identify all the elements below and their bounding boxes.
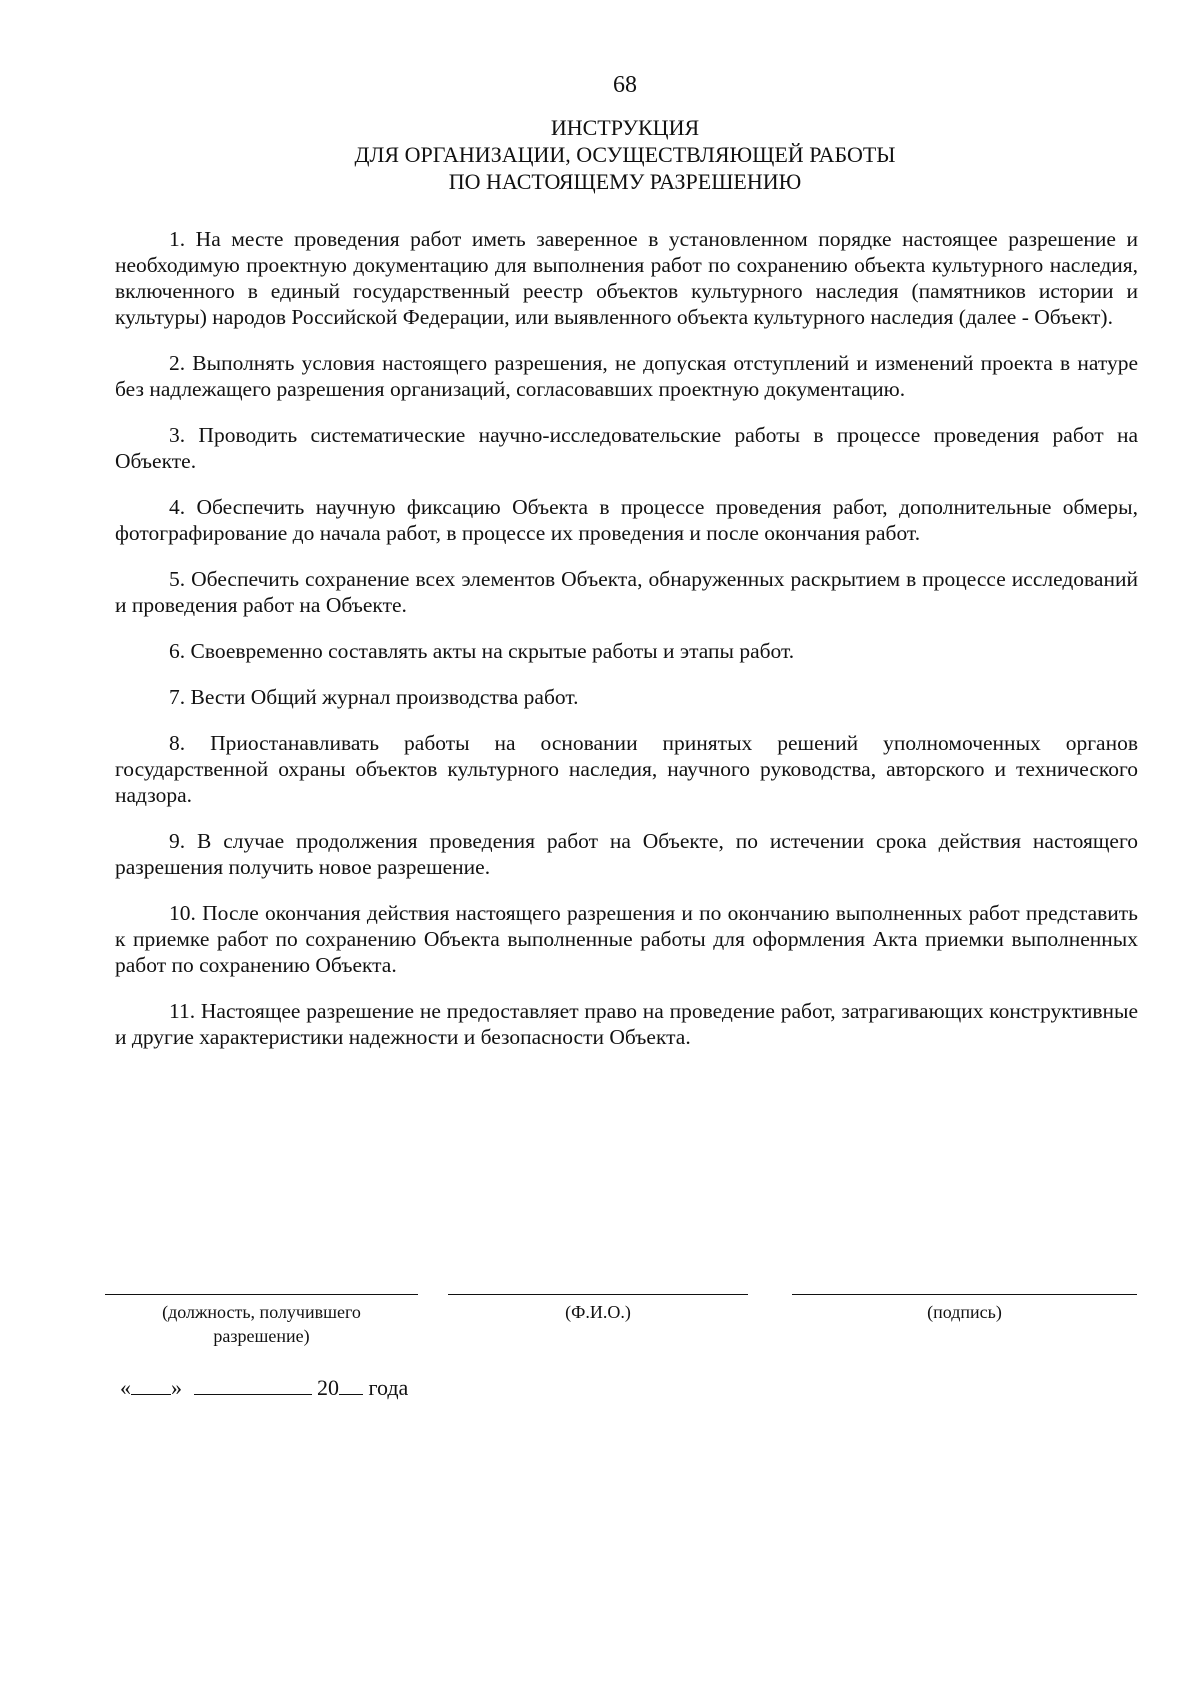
position-signature-line[interactable] — [105, 1294, 418, 1295]
name-caption: (Ф.И.О.) — [565, 1302, 631, 1322]
instruction-item-7: 7. Вести Общий журнал производства работ. — [169, 685, 579, 709]
signature-caption: (подпись) — [927, 1302, 1002, 1322]
title-line-2: ДЛЯ ОРГАНИЗАЦИИ, ОСУЩЕСТВЛЯЮЩЕЙ РАБОТЫ — [354, 142, 896, 167]
instruction-item-4: 4. Обеспечить научную фиксацию Объекта в процессе проведения работ, дополнительные обмеры, фотографирование до начала работ, в процессе их проведения и после окончания работ. — [115, 495, 1138, 545]
date-line — [120, 1374, 408, 1401]
year-blank[interactable] — [339, 1374, 363, 1395]
instruction-item-1: 1. На месте проведения работ иметь заверенное в установленном порядке настоящее разрешение и необходимую проектную документацию для выполнения работ по сохранению объекта культурного наследия, включенного в единый государственный реестр объектов культурного наследия (памятников истории и культуры) народов Российской Федерации, или выявленного объекта культурного наследия (далее - Объект). — [115, 227, 1138, 329]
instruction-item-9: 9. В случае продолжения проведения работ на Объекте, по истечении срока действия настоящего разрешения получить новое разрешение. — [115, 829, 1138, 879]
instruction-item-8: 8. Приостанавливать работы на основании принятых решений уполномоченных органов государственной охраны объектов культурного наследия, научного руководства, авторского и технического надзора. — [115, 731, 1138, 807]
instruction-item-6: 6. Своевременно составлять акты на скрытые работы и этапы работ. — [169, 639, 795, 663]
page-number: 68 — [613, 72, 637, 98]
month-blank[interactable] — [194, 1374, 312, 1395]
year-suffix: года — [368, 1375, 409, 1400]
position-caption — [105, 1300, 418, 1348]
instruction-item-11: 11. Настоящее разрешение не предоставляет право на проведение работ, затрагивающих конструктивные и другие характеристики надежности и безопасности Объекта. — [115, 999, 1138, 1049]
position-caption-line-2: разрешение) — [213, 1326, 310, 1346]
instruction-list — [115, 226, 1138, 1070]
instruction-item-2: 2. Выполнять условия настоящего разрешения, не допуская отступлений и изменений проекта в натуре без надлежащего разрешения организаций, согласовавших проектную документацию. — [115, 351, 1138, 401]
title-line-1: ИНСТРУКЦИЯ — [550, 115, 700, 140]
day-blank[interactable] — [131, 1374, 171, 1395]
instruction-item-10: 10. После окончания действия настоящего разрешения и по окончанию выполненных работ представить к приемке работ по сохранению Объекта выполненные работы для оформления Акта приемки выполненных работ по сохранению Объекта. — [115, 901, 1138, 977]
document-title — [0, 114, 1200, 195]
instruction-item-5: 5. Обеспечить сохранение всех элементов Объекта, обнаруженных раскрытием в процессе исследований и проведения работ на Объекте. — [115, 567, 1138, 617]
instruction-item-3: 3. Проводить систематические научно-исследовательские работы в процессе проведения работ на Объекте. — [115, 423, 1138, 473]
signature-line[interactable] — [792, 1294, 1137, 1295]
title-line-3: ПО НАСТОЯЩЕМУ РАЗРЕШЕНИЮ — [448, 169, 802, 194]
position-caption-line-1: (должность, получившего — [162, 1302, 361, 1322]
name-signature-line[interactable] — [448, 1294, 748, 1295]
date-close-quote: » — [171, 1375, 182, 1400]
year-prefix: 20 — [317, 1375, 339, 1400]
date-open-quote: « — [120, 1375, 131, 1400]
